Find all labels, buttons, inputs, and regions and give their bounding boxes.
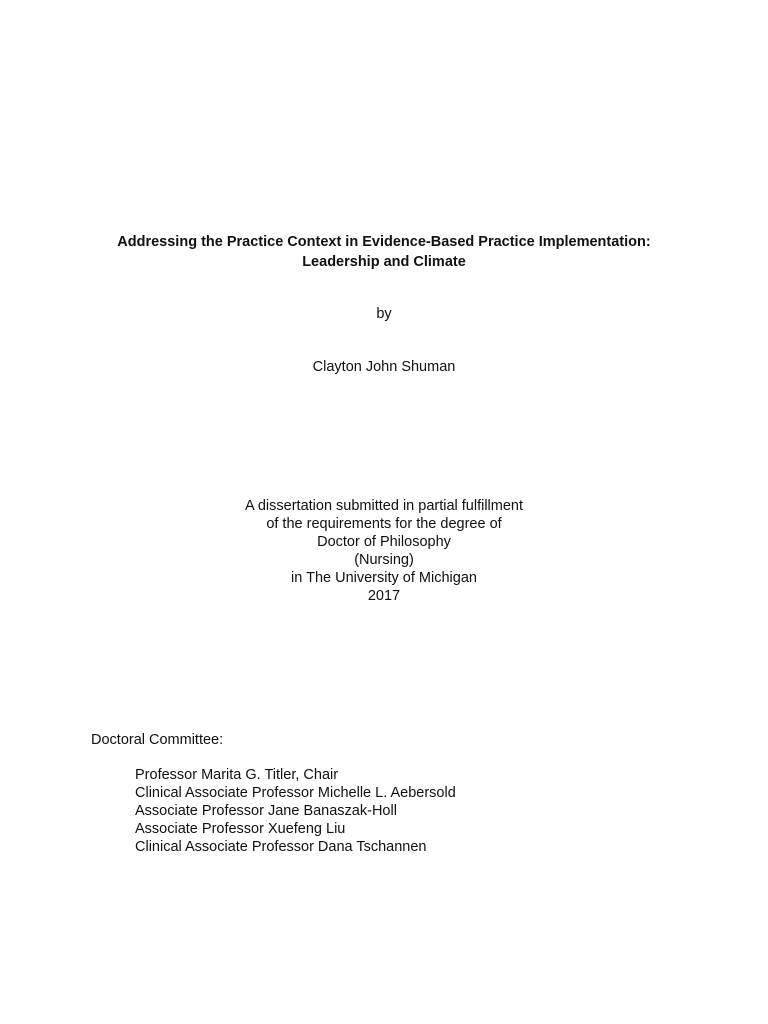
statement-line-4: (Nursing) [354,552,414,568]
statement-line-5: in The University of Michigan [291,570,477,586]
statement-line-3: Doctor of Philosophy [317,534,451,550]
dissertation-title [0,232,768,272]
committee-heading: Doctoral Committee: [91,732,224,748]
committee-member: Associate Professor Jane Banaszak-Holl [135,803,397,819]
author-name: Clayton John Shuman [312,359,456,375]
committee-member: Associate Professor Xuefeng Liu [135,821,346,837]
title-line-1: Addressing the Practice Context in Evidence-Based Practice Implementation: [117,234,651,250]
statement-line-2: of the requirements for the degree of [266,516,502,532]
committee-list [135,766,456,856]
title-line-2: Leadership and Climate [302,254,466,270]
committee-member: Clinical Associate Professor Michelle L. Aebersold [135,785,456,801]
committee-member: Clinical Associate Professor Dana Tschannen [135,839,427,855]
committee-member: Professor Marita G. Titler, Chair [135,767,339,783]
by-label: by [376,306,392,322]
degree-statement [0,497,768,605]
statement-line-1: A dissertation submitted in partial fulfillment [244,498,524,514]
statement-line-6: 2017 [367,588,401,604]
